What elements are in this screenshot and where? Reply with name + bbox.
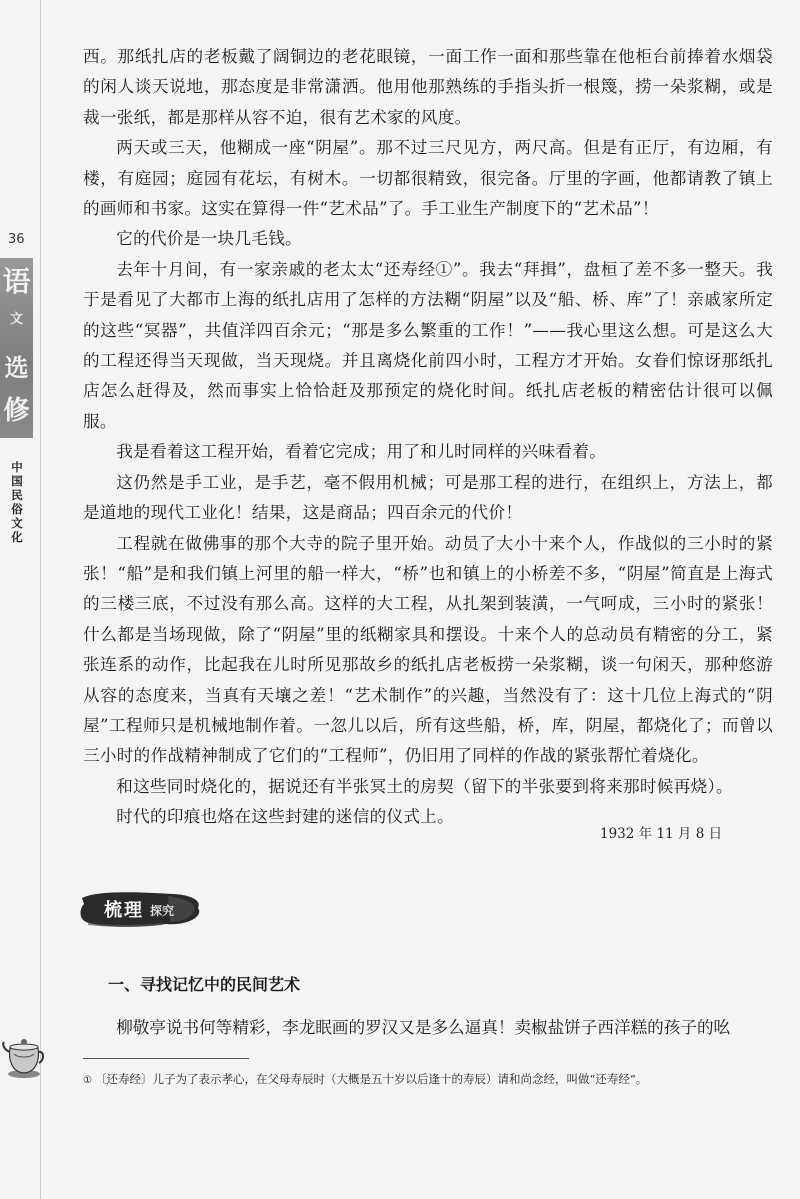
page-number: 36 <box>8 232 25 247</box>
paragraph: 和这些同时烧化的，据说还有半张冥土的房契（留下的半张要到将来那时候再烧）。 <box>116 776 733 796</box>
side-subtitle-vertical: 中国民俗文化 <box>11 460 23 544</box>
paragraph: 时代的印痕也烙在这些封建的迷信的仪式上。 <box>116 807 455 827</box>
article-body <box>83 42 773 833</box>
section-first-line: 柳敬亭说书何等精彩，李龙眠画的罗汉又是多么逼真！卖椒盐饼子西洋糕的孩子的吆 <box>116 1018 731 1037</box>
section-banner <box>78 888 204 930</box>
footnote-marker: ① <box>83 1075 92 1086</box>
section-heading: 一、寻找记忆中的民间艺术 <box>108 975 301 994</box>
article-date: 1932 年 11 月 8 日 <box>600 826 723 842</box>
side-band-char: 语 <box>2 265 31 298</box>
margin-guide-line <box>40 0 41 1199</box>
side-band-char: 文 <box>9 312 23 327</box>
footnote <box>83 1070 783 1090</box>
paragraph: 它的代价是一块几毛钱。 <box>116 229 303 249</box>
paragraph: 西。那纸扎店的老板戴了阔铜边的老花眼镜，一面工作一面和那些靠在他柜台前捧着水烟袋的闲人谈天说地，那态度是非常潇洒。他用他那熟练的手指头折一根篾，捞一朵浆糊，或是裁一张纸，都是那样从容不迫，很有艺术家的风度。 <box>83 47 773 127</box>
paragraph: 我是看着这工程开始，看着它完成；用了和儿时同样的兴味看着。 <box>116 442 607 462</box>
teapot-icon <box>2 1030 46 1080</box>
side-band-char: 修 <box>3 396 30 426</box>
footnote-text: 〔还寿经〕儿子为了表示孝心，在父母寿辰时（大概是五十岁以后逢十的寿辰）请和尚念经，叫做“还寿经”。 <box>94 1072 648 1086</box>
section-banner-label: 梳理 <box>104 900 144 921</box>
paragraph: 去年十月间，有一家亲戚的老太太“还寿经①”。我去“拜揖”，盘桓了差不多一整天。我于是看见了大都市上海的纸扎店用了怎样的方法糊“阴屋”以及“船、桥、库”了！亲戚家所定的这些“冥器”，共值洋四百余元；“那是多么繁重的工作！”——我心里这么想。可是这么大的工程还得当天现做，当天现烧。并且离烧化前四小时，工程方才开始。女眷们惊讶那纸扎店怎么赶得及，然而事实上恰恰赶及那预定的烧化时间。纸扎店老板的精密估计很可以佩服。 <box>83 259 773 431</box>
paragraph: 两天或三天，他糊成一座“阴屋”。那不过三尺见方，两尺高。但是有正厅，有边厢，有楼，有庭园；庭园有花坛，有树木。一切都很精致，很完备。厅里的字画，他都请教了镇上的画师和书家。这实在算得一件“艺术品”了。手工业生产制度下的“艺术品”！ <box>83 138 773 219</box>
section-banner-label-2: 探究 <box>150 904 175 918</box>
footnote-rule <box>83 1058 249 1059</box>
side-band-char: 选 <box>4 353 29 382</box>
paragraph: 这仍然是手工业，是手艺，毫不假用机械；可是那工程的进行，在组织上，方法上，都是道地的现代工业化！结果，这是商品；四百余元的代价！ <box>83 472 773 523</box>
paragraph: 工程就在做佛事的那个大寺的院子里开始。动员了大小十来个人，作战似的三小时的紧张！“船”是和我们镇上河里的船一样大，“桥”也和镇上的小桥差不多，“阴屋”简直是上海式的三楼三底，不过没有那么高。这样的大工程，从扎架到装潢，一气呵成，三小时的紧张！什么都是当场现做，除了“阴屋”里的纸糊家具和摆设。十来个人的总动员有精密的分工，紧张连系的动作，比起我在儿时所见那故乡的纸扎店老板捞一朵浆糊，谈一句闲天，那种悠游从容的态度来，当真有天壤之差！“艺术制作”的兴趣，当然没有了：这十几位上海式的“阴屋”工程师只是机械地制作着。一忽儿以后，所有这些船，桥，库，阴屋，都烧化了；而曾以三小时的作战精神制成了它们的“工程师”，仍旧用了同样的作战的紧张帮忙着烧化。 <box>83 533 773 766</box>
side-band-series-title <box>0 258 33 438</box>
